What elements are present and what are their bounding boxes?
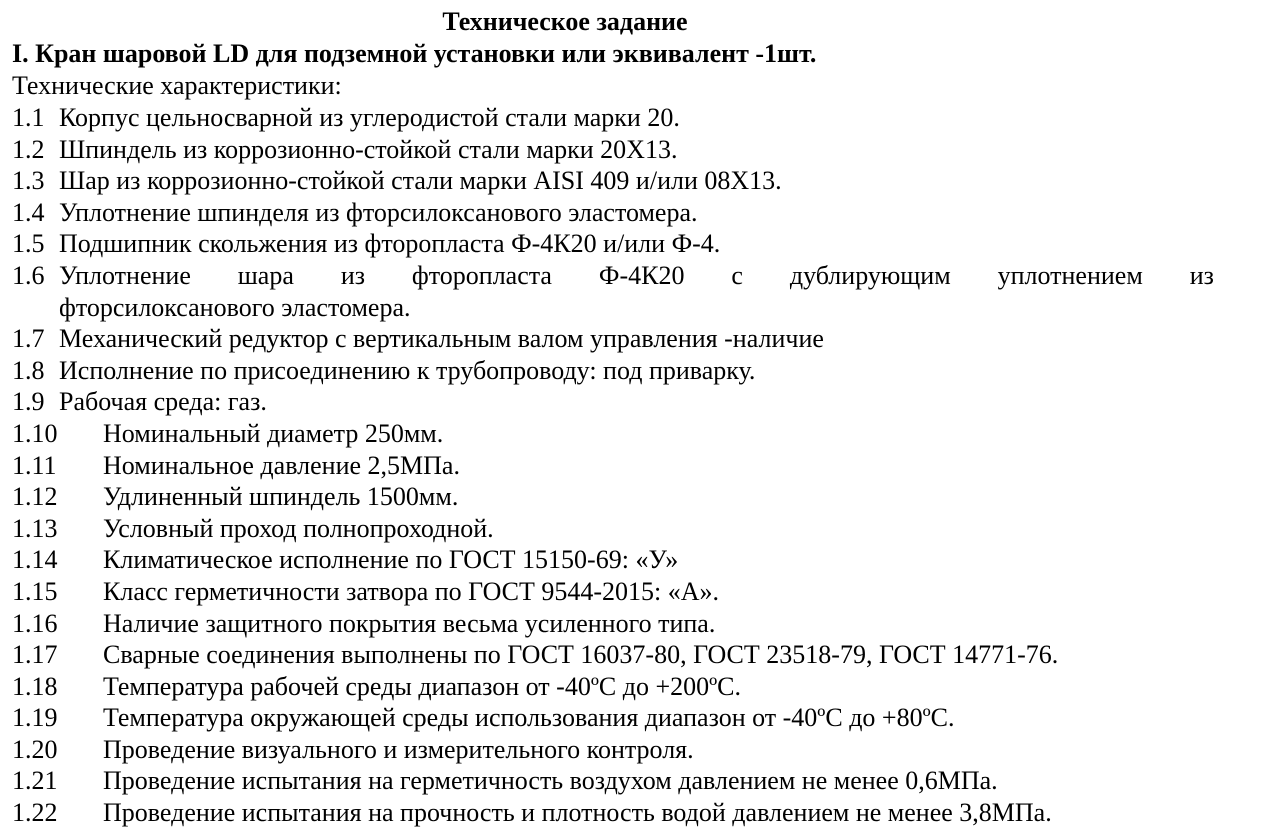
section-heading: I. Кран шаровой LD для подземной установки или эквивалент -1шт. [12,39,817,68]
item-text: Шпиндель из коррозионно-стойкой стали марки 20Х13. [59,134,678,164]
item-number: 1.4 [12,197,45,227]
item-text-word: уплотнением [997,260,1143,290]
list-item [12,228,1214,260]
list-item [12,481,1214,513]
item-text-word: фторопласта [411,260,552,290]
item-number: 1.5 [12,229,45,259]
item-text: Условный проход полнопроходной. [103,513,494,543]
list-item [12,608,1214,640]
item-text: Проведение визуального и измерительного контроля. [103,734,694,764]
list-item [12,734,1214,766]
list-item [12,544,1214,576]
list-item [12,797,1214,829]
item-text-word: шара [237,260,294,290]
item-number: 1.6 [12,260,45,290]
list-item [12,323,1214,355]
item-text-word: из [340,260,365,290]
list-item [12,765,1214,797]
item-text: Номинальное давление 2,5МПа. [103,450,460,480]
item-text: Шар из коррозионно-стойкой стали марки AISI 409 и/или 08Х13. [59,166,782,196]
item-number: 1.12 [12,482,58,512]
item-number: 1.19 [12,703,58,733]
document-title: Техническое задание [442,7,688,36]
item-number: 1.17 [12,640,58,670]
item-text-word: с [731,260,743,290]
item-text-line-2: фторсилоксанового эластомера. [59,292,411,322]
item-text: Уплотнение шпинделя из фторсилоксанового эластомера. [59,197,698,227]
item-text: Подшипник скольжения из фторопласта Ф-4К20 и/или Ф-4. [59,229,721,259]
item-number: 1.3 [12,166,45,196]
list-item [12,197,1214,229]
item-text: Сварные соединения выполнены по ГОСТ 16037-80, ГОСТ 23518-79, ГОСТ 14771-76. [103,640,1059,670]
item-text-word: из [1189,260,1214,290]
item-text-word: Уплотнение [59,260,191,290]
item-text-word: дублирующим [789,260,951,290]
list-item [12,702,1214,734]
item-text-word: Ф-4К20 [598,260,685,290]
item-text: Рабочая среда: газ. [59,387,267,417]
item-number: 1.21 [12,766,58,796]
list-item [12,671,1214,703]
item-text: Проведение испытания на прочность и плотность водой давлением не менее 3,8МПа. [103,798,1052,828]
list-item [12,355,1214,387]
item-number: 1.22 [12,798,58,828]
item-text [12,260,1214,323]
item-text: Корпус цельносварной из углеродистой стали марки 20. [59,103,680,132]
item-number: 1.20 [12,734,58,764]
item-number: 1.7 [12,324,45,354]
specs-subheading: Технические характеристики: [12,71,342,100]
item-text: Температура рабочей среды диапазон от -40ºС до +200ºС. [103,671,742,701]
item-text: Номинальный диаметр 250мм. [103,418,444,448]
item-text: Наличие защитного покрытия весьма усиленного типа. [103,608,716,638]
item-number: 1.15 [12,576,58,606]
list-item [12,386,1214,418]
item-text: Удлиненный шпиндель 1500мм. [103,482,459,512]
item-number: 1.14 [12,545,58,575]
item-number: 1.1 [12,103,45,132]
list-item [12,165,1214,197]
item-number: 1.11 [12,450,57,480]
item-number: 1.2 [12,134,45,164]
list-item [12,513,1214,545]
list-item [12,576,1214,608]
item-text-justified-line [59,260,1214,292]
list-item [12,102,1214,134]
specs-list [12,102,1214,829]
item-text: Климатическое исполнение по ГОСТ 15150-69: «У» [103,545,679,575]
list-item [12,418,1214,450]
item-number: 1.8 [12,355,45,385]
item-text: Проведение испытания на герметичность воздухом давлением не менее 0,6МПа. [103,766,998,796]
item-number: 1.13 [12,513,58,543]
item-text: Температура окружающей среды использования диапазон от -40ºС до +80ºС. [103,703,955,733]
item-number: 1.18 [12,671,58,701]
list-item [12,260,1214,323]
item-text: Исполнение по присоединению к трубопроводу: под приварку. [59,355,756,385]
list-item [12,134,1214,166]
item-text: Механический редуктор с вертикальным валом управления -наличие [59,324,824,354]
item-number: 1.16 [12,608,58,638]
item-number: 1.9 [12,387,45,417]
list-item [12,639,1214,671]
item-number: 1.10 [12,418,58,448]
item-text: Класс герметичности затвора по ГОСТ 9544-2015: «А». [103,576,720,606]
list-item [12,450,1214,482]
